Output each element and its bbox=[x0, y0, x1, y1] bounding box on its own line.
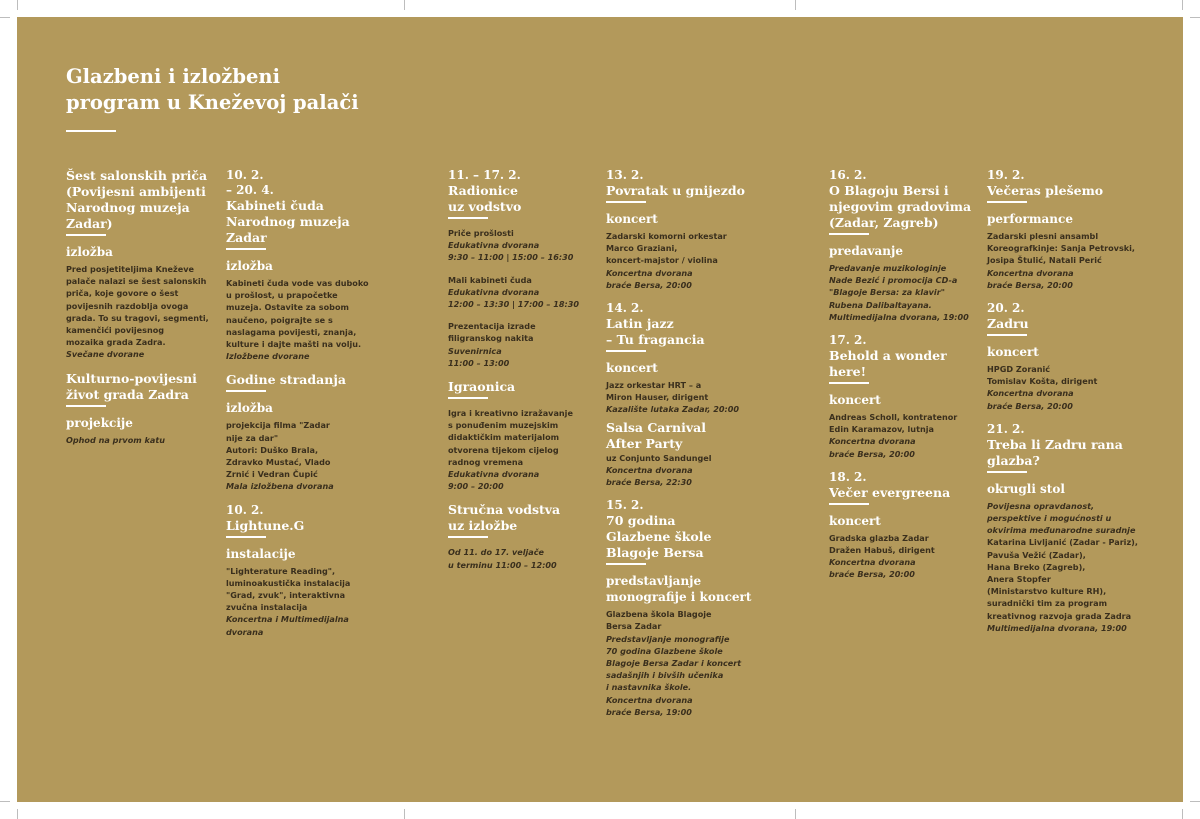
event-title: Večeras plešemo bbox=[987, 183, 1104, 198]
event-title: Zadru bbox=[987, 316, 1029, 332]
event-title: Radionice uz vodstvo bbox=[448, 183, 522, 214]
event-venue: Izložbene dvorane bbox=[226, 351, 310, 362]
event-venue: Predstavljanje monografije 70 godina Glazbene škole Blagoje Bersa Zadar i koncert sadašnjih i bivših učenika i nastavnika škole. Koncertna dvorana braće Bersa, 19:00 bbox=[606, 633, 742, 717]
event-venue: Edukativna dvorana 9:00 – 20:00 bbox=[448, 469, 540, 492]
event-title: Treba li Zadru rana glazba? bbox=[987, 436, 1123, 468]
event-category: projekcije bbox=[66, 415, 133, 430]
crop-mark bbox=[17, 809, 18, 819]
event-subtitle: Povijesna opravdanost, perspektive i mogućnosti u okvirima međunarodne suradnje bbox=[987, 500, 1136, 536]
column-2 bbox=[226, 168, 386, 638]
divider bbox=[606, 201, 646, 203]
event-title: Godine stradanja bbox=[226, 372, 346, 388]
event-description: "Lighterature Reading", luminoakustička instalacija "Grad, zvuk", interaktivna zvučna instalacija bbox=[226, 565, 351, 613]
workshop-name: Mali kabineti čuda bbox=[448, 274, 532, 285]
divider bbox=[448, 397, 488, 399]
crop-mark bbox=[404, 0, 405, 10]
crop-mark bbox=[1182, 809, 1183, 819]
column-1 bbox=[66, 168, 216, 446]
divider bbox=[987, 201, 1027, 203]
event-date: 10. 2. – 20. 4. bbox=[226, 168, 274, 197]
event-description: projekcija filma "Zadar nije za dar" Autori: Duško Brala, Zdravko Mustać, Vlado Zrnić i Vedran Čupić bbox=[226, 420, 331, 480]
event-venue: Suvenirnica 11:00 – 13:00 bbox=[448, 345, 510, 368]
event-category: predstavljanje monografije i koncert bbox=[606, 574, 752, 605]
divider bbox=[66, 234, 106, 236]
event-venue: Multimedijalna dvorana, 19:00 bbox=[987, 622, 1127, 633]
event-venue: Koncertna dvorana braće Bersa, 20:00 bbox=[987, 388, 1074, 411]
event-date: 11. – 17. 2. bbox=[448, 168, 521, 182]
event-title: 70 godina Glazbene škole Blagoje Bersa bbox=[606, 513, 712, 561]
crop-mark bbox=[404, 809, 405, 819]
divider bbox=[448, 217, 488, 219]
column-6 bbox=[987, 168, 1167, 634]
event-description: Andreas Scholl, kontratenor Edin Karamazov, lutnja bbox=[829, 412, 958, 435]
event-venue: Koncertna dvorana braće Bersa, 20:00 bbox=[606, 267, 693, 290]
event-description: HPGD Zoranić Tomislav Košta, dirigent bbox=[987, 364, 1098, 387]
event-category: predavanje bbox=[829, 244, 903, 258]
event-category: izložba bbox=[66, 245, 113, 259]
event-venue: Edukativna dvorana 12:00 – 13:30 | 17:00 – 18:30 bbox=[448, 286, 580, 310]
crop-mark bbox=[795, 809, 796, 819]
event-date: 14. 2. bbox=[606, 301, 644, 316]
divider bbox=[987, 471, 1027, 473]
event-venue: Koncertna i Multimedijalna dvorana bbox=[226, 614, 349, 637]
crop-mark bbox=[795, 0, 796, 10]
event-description: Zadarski komorni orkestar Marco Graziani, koncert-majstor / violina bbox=[606, 231, 727, 266]
event-category: koncert bbox=[829, 513, 881, 528]
divider bbox=[829, 503, 869, 505]
event-description: uz Conjunto Sandungel bbox=[606, 452, 712, 463]
event-category: koncert bbox=[606, 212, 658, 226]
event-description: Gradska glazba Zadar Dražen Habuš, dirigent bbox=[829, 532, 935, 556]
event-title: Latin jazz – Tu fragancia bbox=[606, 316, 705, 348]
event-category: performance bbox=[987, 212, 1073, 226]
column-3 bbox=[448, 168, 598, 571]
event-date: 10. 2. bbox=[226, 502, 264, 517]
crop-mark bbox=[1190, 801, 1200, 802]
event-category: okrugli stol bbox=[987, 481, 1065, 496]
event-description: Kabineti čuda vode vas duboko u prošlost, u prapočetke muzeja. Ostavite za sobom naučeno, poigrajte se s naslagama povijesti, znanja, kulture i dajte mašti na volju. bbox=[226, 278, 369, 350]
event-title: Kabineti čuda Narodnog muzeja Zadar bbox=[226, 198, 350, 245]
event-venue: Koncertna dvorana braće Bersa, 20:00 bbox=[829, 436, 916, 459]
event-description: Jazz orkestar HRT – a Miron Hauser, dirigent bbox=[606, 380, 709, 403]
event-date: 21. 2. bbox=[987, 421, 1025, 436]
event-title: Salsa Carnival After Party bbox=[606, 419, 706, 451]
event-date: 15. 2. bbox=[606, 498, 644, 513]
event-title: Behold a wonder here! bbox=[829, 348, 947, 380]
event-venue: Koncertna dvorana braće Bersa, 20:00 bbox=[829, 557, 916, 580]
event-title: Večer evergreena bbox=[829, 484, 951, 500]
event-category: izložba bbox=[226, 401, 273, 416]
event-venue: Predavanje muzikologinje Nade Bezić i promocija CD-a "Blagoje Bersa: za klavir" Rubena Dalibaltayana. Multimedijalna dvorana, 19:00 bbox=[829, 263, 969, 322]
event-category: koncert bbox=[987, 345, 1039, 360]
divider bbox=[448, 536, 488, 538]
title-rule bbox=[66, 130, 116, 132]
event-title: Stručna vodstva uz izložbe bbox=[448, 502, 561, 534]
divider bbox=[226, 536, 266, 538]
event-date: 18. 2. bbox=[829, 469, 867, 484]
event-venue: Ophod na prvom katu bbox=[66, 434, 165, 445]
event-title: Šest salonskih priča (Povijesni ambijenti Narodnog muzeja Zadar) bbox=[66, 168, 208, 231]
event-title: O Blagoju Bersi i njegovim gradovima (Zadar, Zagreb) bbox=[829, 183, 972, 230]
event-category: instalacije bbox=[226, 546, 296, 561]
divider bbox=[829, 382, 869, 384]
crop-mark bbox=[17, 0, 18, 10]
event-venue: Koncertna dvorana braće Bersa, 20:00 bbox=[987, 267, 1074, 290]
event-description: Pred posjetiteljima Kneževe palače nalazi se šest salonskih priča, koje govore o šest povijesnih razdoblja ovoga grada. To su tragovi, segmenti, kamenčići povijesnog mozaika grada Zadra. bbox=[66, 264, 209, 348]
event-title: Lightune.G bbox=[226, 517, 305, 533]
divider bbox=[606, 563, 646, 565]
divider bbox=[226, 248, 266, 250]
column-5 bbox=[829, 168, 979, 581]
page-title: Glazbeni i izložbeni program u Kneževoj palači bbox=[66, 65, 359, 114]
event-date: 16. 2. bbox=[829, 168, 867, 182]
divider bbox=[829, 233, 869, 235]
event-venue: Od 11. do 17. veljače u terminu 11:00 – 12:00 bbox=[448, 547, 557, 570]
column-4 bbox=[606, 168, 776, 718]
workshop-name: Priče prošlosti bbox=[448, 228, 514, 238]
event-category: koncert bbox=[606, 361, 658, 376]
event-date: 20. 2. bbox=[987, 301, 1025, 316]
event-venue: Edukativna dvorana 9:30 – 11:00 | 15:00 – 16:30 bbox=[448, 240, 574, 263]
event-venue: Svečane dvorane bbox=[66, 349, 145, 360]
divider bbox=[606, 350, 646, 352]
event-description: Katarina Livljanić (Zadar - Pariz), Pavuša Vežić (Zadar), Hana Breko (Zagreb), Anera Stopfer (Ministarstvo kulture RH), suradnički tim za program kreativnog razvoja grada Zadra bbox=[987, 537, 1138, 621]
crop-mark bbox=[0, 801, 10, 802]
event-title: Povratak u gnijezdo bbox=[606, 183, 745, 198]
divider bbox=[66, 405, 106, 407]
event-title: Kulturno-povijesni život grada Zadra bbox=[66, 370, 197, 402]
crop-mark bbox=[0, 17, 10, 18]
event-title: Igraonica bbox=[448, 379, 516, 395]
event-description: Glazbena škola Blagoje Bersa Zadar bbox=[606, 609, 712, 632]
event-venue: Mala izložbena dvorana bbox=[226, 481, 334, 492]
crop-mark bbox=[1190, 17, 1200, 18]
event-venue: Koncertna dvorana braće Bersa, 22:30 bbox=[606, 464, 693, 488]
event-date: 17. 2. bbox=[829, 333, 867, 348]
divider bbox=[987, 334, 1027, 336]
crop-mark bbox=[1182, 0, 1183, 10]
workshop-name: Prezentacija izrade filigranskog nakita bbox=[448, 321, 536, 344]
divider bbox=[226, 390, 266, 392]
event-description: Igra i kreativno izražavanje s ponuđenim muzejskim didaktičkim materijalom otvorena tijekom cijelog radnog vremena bbox=[448, 408, 573, 467]
event-date: 13. 2. bbox=[606, 168, 644, 182]
event-category: koncert bbox=[829, 393, 881, 408]
event-date: 19. 2. bbox=[987, 168, 1025, 182]
event-venue: Kazalište lutaka Zadar, 20:00 bbox=[606, 404, 740, 415]
event-description: Zadarski plesni ansambl Koreografkinje: Sanja Petrovski, Josipa Štulić, Natali Perić bbox=[987, 231, 1136, 266]
event-category: izložba bbox=[226, 259, 273, 273]
